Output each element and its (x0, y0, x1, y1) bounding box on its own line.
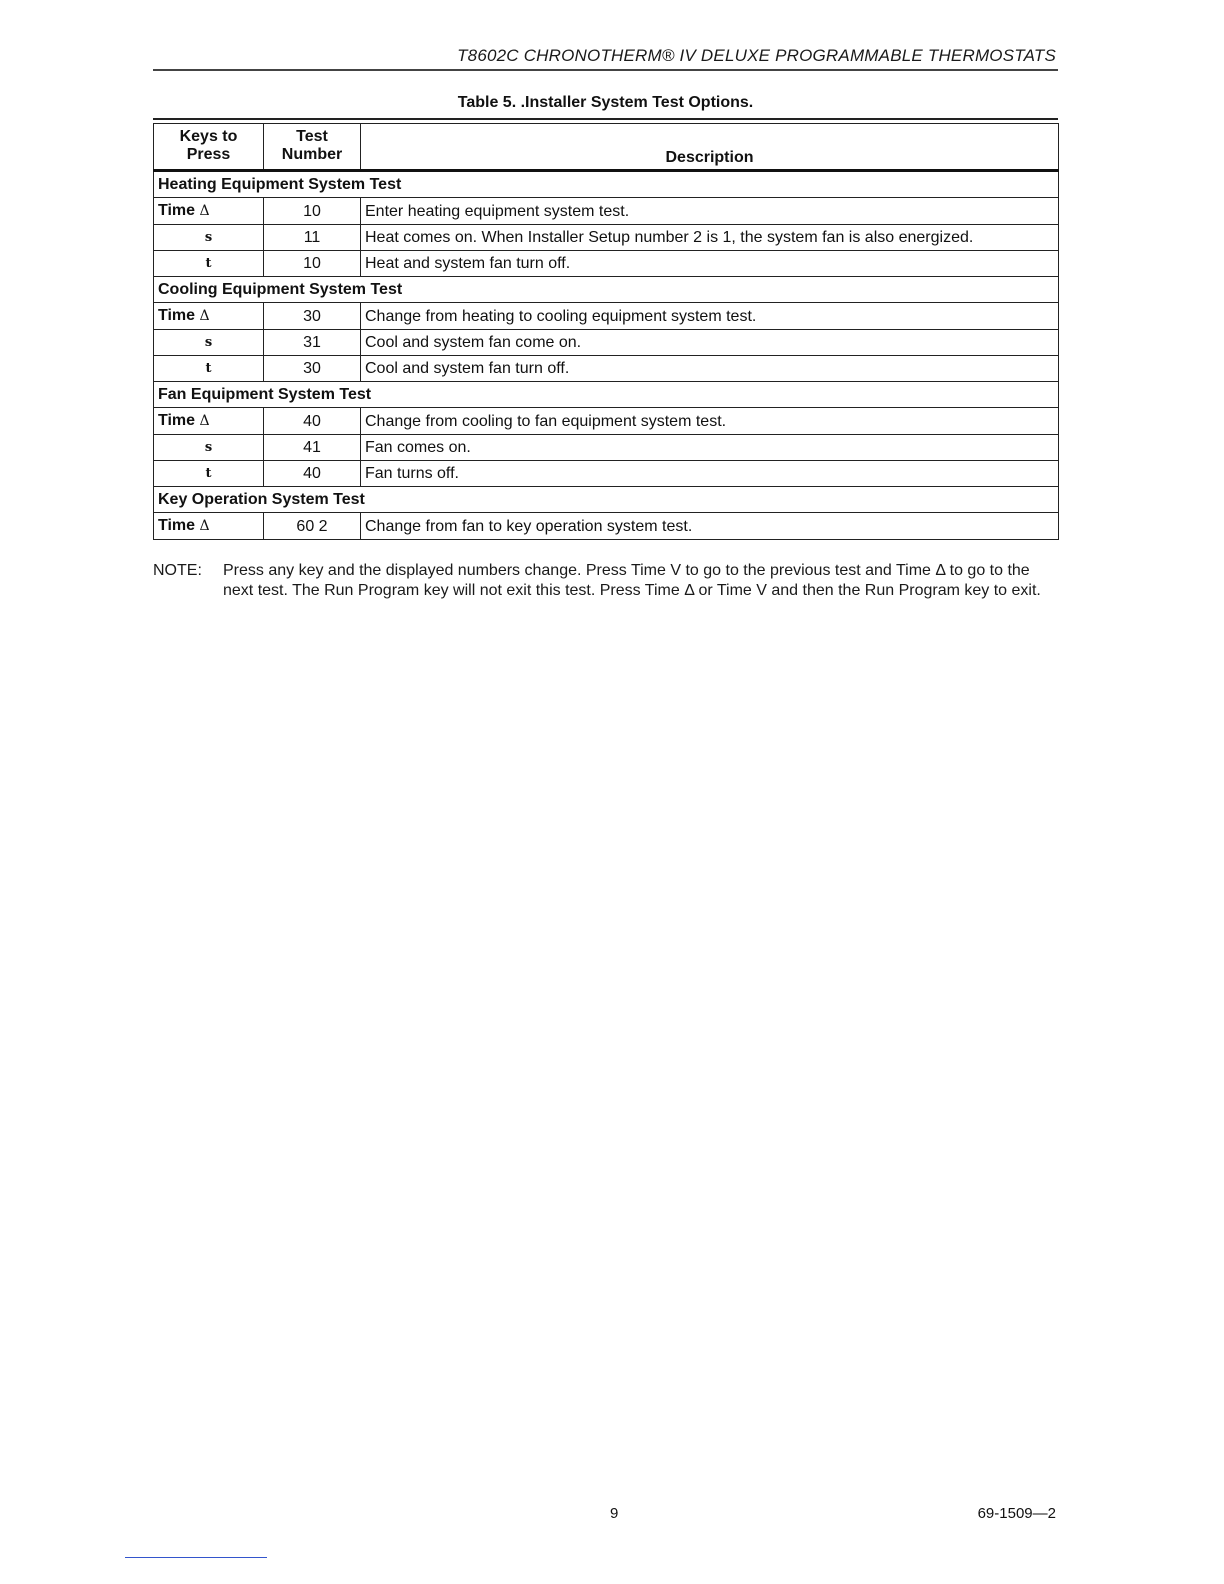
description-cell: Cool and system fan come on. (361, 330, 1059, 356)
test-number-cell: 60 2 (264, 513, 361, 540)
table-row (154, 461, 1059, 487)
description-cell: Fan turns off. (361, 461, 1059, 487)
column-header-description: Description (361, 124, 1059, 171)
table-row (154, 198, 1059, 225)
table-row (154, 435, 1059, 461)
table-top-rule (153, 118, 1058, 120)
up-triangle-icon: Δ (199, 518, 210, 534)
note-text: Press any key and the displayed numbers change. Press Time V to go to the previous test and Time Δ to go to the next test. The Run Program key will not exit this test. Press Time Δ or Time V and then the Run Program key to exit. (223, 562, 1041, 599)
description-cell: Heat comes on. When Installer Setup number 2 is 1, the system fan is also energized. (361, 225, 1059, 251)
description-cell: Enter heating equipment system test. (361, 198, 1059, 225)
description-cell: Heat and system fan turn off. (361, 251, 1059, 277)
test-number-cell: 40 (264, 408, 361, 435)
document-number: 69-1509—2 (977, 1505, 1056, 1522)
table-row (154, 251, 1059, 277)
section-row (154, 382, 1059, 408)
column-header-keys: Keys to Press (154, 124, 264, 171)
key-label: Time (158, 307, 196, 324)
arrow-key-glyph: t (154, 251, 264, 277)
section-row (154, 171, 1059, 198)
description-cell: Change from fan to key operation system test. (361, 513, 1059, 540)
arrow-key-glyph: s (154, 330, 264, 356)
section-title: Cooling Equipment System Test (154, 277, 1059, 303)
description-cell: Change from heating to cooling equipment system test. (361, 303, 1059, 330)
arrow-key-glyph: t (154, 356, 264, 382)
keys-cell (154, 198, 264, 225)
keys-cell (154, 408, 264, 435)
section-title: Key Operation System Test (154, 487, 1059, 513)
table-row (154, 408, 1059, 435)
installer-test-options-table (153, 123, 1059, 540)
page-number: 9 (610, 1505, 619, 1522)
section-row (154, 487, 1059, 513)
description-cell: Fan comes on. (361, 435, 1059, 461)
test-number-cell: 30 (264, 303, 361, 330)
up-triangle-icon: Δ (199, 413, 210, 429)
keys-cell (154, 513, 264, 540)
arrow-key-glyph: s (154, 435, 264, 461)
table-caption: Table 5. .Installer System Test Options. (457, 94, 754, 111)
keys-cell (154, 303, 264, 330)
arrow-key-glyph: s (154, 225, 264, 251)
key-label: Time (158, 202, 196, 219)
test-number-cell: 40 (264, 461, 361, 487)
column-header-test-number: Test Number (264, 124, 361, 171)
table-header-row (154, 124, 1059, 171)
table-row (154, 513, 1059, 540)
key-label: Time (158, 412, 196, 429)
note-label: NOTE: (153, 562, 202, 579)
arrow-key-glyph: t (154, 461, 264, 487)
test-number-cell: 11 (264, 225, 361, 251)
key-label: Time (158, 517, 196, 534)
section-row (154, 277, 1059, 303)
test-number-cell: 41 (264, 435, 361, 461)
table-row (154, 303, 1059, 330)
test-number-cell: 10 (264, 251, 361, 277)
up-triangle-icon: Δ (199, 308, 210, 324)
header-rule (153, 69, 1058, 71)
description-cell: Change from cooling to fan equipment system test. (361, 408, 1059, 435)
test-number-cell: 31 (264, 330, 361, 356)
test-number-cell: 10 (264, 198, 361, 225)
running-header: T8602C CHRONOTHERM® IV DELUXE PROGRAMMABLE THERMOSTATS (457, 46, 1056, 65)
table-row (154, 356, 1059, 382)
table-row (154, 225, 1059, 251)
section-title: Fan Equipment System Test (154, 382, 1059, 408)
bottom-link-underline (125, 1557, 267, 1558)
table-row (154, 330, 1059, 356)
test-number-cell: 30 (264, 356, 361, 382)
table-body (154, 171, 1059, 540)
section-title: Heating Equipment System Test (154, 171, 1059, 198)
description-cell: Cool and system fan turn off. (361, 356, 1059, 382)
up-triangle-icon: Δ (199, 203, 210, 219)
